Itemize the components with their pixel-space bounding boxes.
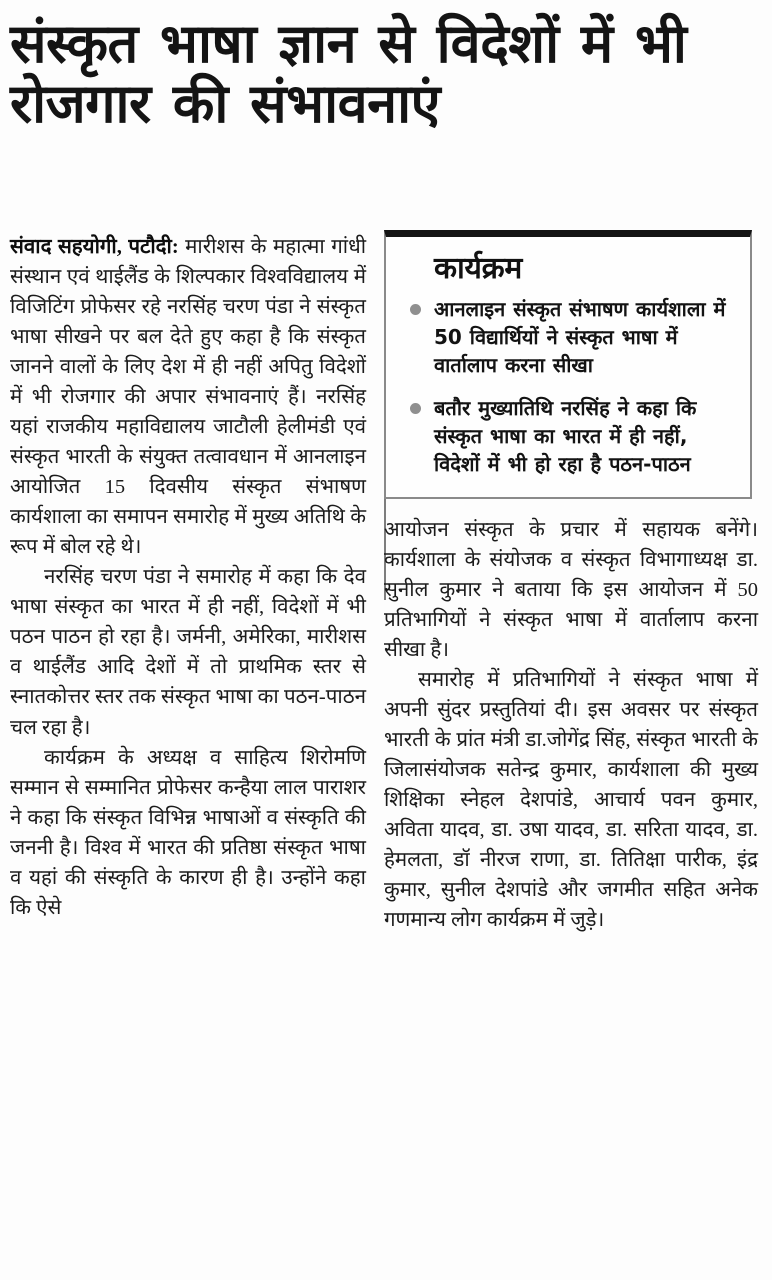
left-paragraph-2: नरसिंह चरण पंडा ने समारोह में कहा कि देव भाषा संस्कृत का भारत में ही नहीं, विदेशों में भी पठन पाठन हो रहा है। जर्मनी, अमेरिका, मारीशस व थाईलैंड आदि देशों में तो प्राथमिक स्तर से स्नातकोत्तर स्तर तक संस्कृत भाषा का पठन-पाठन चल रहा है। [10,566,366,739]
left-column [0,232,378,923]
bullet-dot-icon [410,403,421,414]
list-item [400,394,736,479]
list-item [400,295,736,380]
bullet-dot-icon [410,304,421,315]
list-item-text: बतौर मुख्यातिथि नरसिंह ने कहा कि संस्कृत भाषा का भारत में ही नहीं, विदेशों में भी हो रहा है पठन-पाठन [434,395,697,477]
programme-highlight-box [384,230,752,499]
left-paragraph-3: कार्यक्रम के अध्यक्ष व साहित्य शिरोमणि सम्मान से सम्मानित प्रोफेसर कन्हैया लाल पाराशर ने कहा कि संस्कृत विभिन्न भाषाओं व संस्कृति की जननी है। विश्व में भारत की प्रतिष्ठा संस्कृत भाषा व यहां की संस्कृति के कारण ही है। उन्होंने कहा कि ऐसे [10,746,366,919]
lead-paragraph [10,232,366,562]
dateline: संवाद सहयोगी, पटौदी: [10,236,179,258]
page-title: संस्कृत भाषा ज्ञान से विदेशों में भी रोजगार की संभावनाएं [10,12,687,136]
programme-box-title: कार्यक्रम [434,251,522,286]
right-paragraph-2: समारोह में प्रतिभागियों ने संस्कृत भाषा में अपनी सुंदर प्रस्तुतियां दी। इस अवसर पर संस्कृत भारती के प्रांत मंत्री डा.जोगेंद्र सिंह, संस्कृत भारती के जिलासंयोजक सतेन्द्र कुमार, कार्यशाला की मुख्य शिक्षिका स्नेहल देशपांडे, आचार्य पवन कुमार, अविता यादव, डा. उषा यादव, डा. सरिता यादव, डा. हेमलता, डॉ नीरज राणा, डा. तितिक्षा पारीक, इंद्र कुमार, सुनील देशपांडे और जगमीत सहित अनेक गणमान्य लोग कार्यक्रम में जुड़े। [384,669,758,932]
right-paragraph-1: आयोजन संस्कृत के प्रचार में सहायक बनेंगे। कार्यशाला के संयोजक व संस्कृत विभागाध्यक्ष डा. सुनील कुमार ने बताया कि इस आयोजन में 50 प्रतिभागियों ने संस्कृत भाषा में वार्तालाप करना सीखा है। [384,518,758,661]
right-column [378,232,772,935]
programme-bullet-list [400,295,736,479]
list-item-text: आनलाइन संस्कृत संभाषण कार्यशाला में 50 विद्यार्थियों ने संस्कृत भाषा में वार्तालाप करना सीखा [434,296,726,378]
lead-paragraph-text: मारीशस के महात्मा गांधी संस्थान एवं थाईलैंड के शिल्पकार विश्वविद्यालय में विजिटिंग प्रोफेसर रहे नरसिंह चरण पंडा ने संस्कृत भाषा सीखने पर बल देते हुए कहा है कि संस्कृत जानने वालों के लिए देश में ही नहीं अपितु विदेशों में भी रोजगार की अपार संभावनाएं हैं। नरसिंह यहां राजकीय महाविद्यालय जाटौली हेलीमंडी एवं संस्कृत भारती के संयुक्त तत्वावधान में आनलाइन आयोजित 15 दिवसीय संस्कृत संभाषण कार्यशाला का समापन समारोह में मुख्य अतिथि के रूप में बोल रहे थे। [10,236,367,559]
article-columns [0,232,772,1280]
